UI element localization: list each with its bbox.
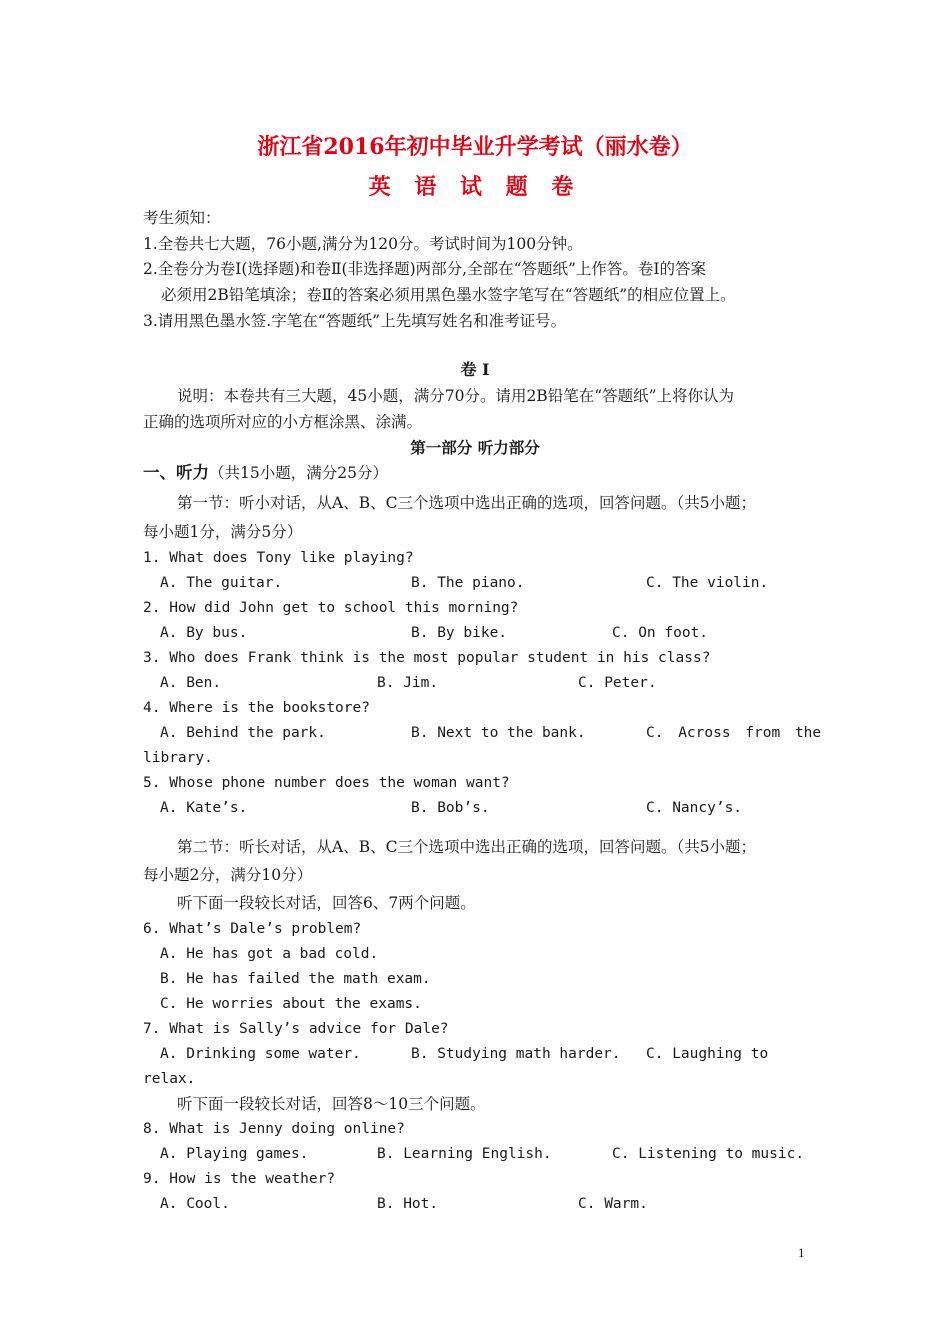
notice-item-2: 2.全卷分为卷Ⅰ(选择题)和卷Ⅱ(非选择题)两部分,全部在“答题纸”上作答。卷Ⅰ的答案 [143,260,707,278]
question-9: 9. How is the weather? [143,1171,336,1187]
q3-option-b: B. Jim. [377,675,439,691]
volume-heading: 卷 Ⅰ [460,360,490,379]
q8-option-b: B. Learning English. [377,1146,552,1162]
part-heading: 第一部分 听力部分 [410,438,540,457]
intro-q6-7: 听下面一段较长对话，回答6、7两个问题。 [177,894,476,912]
question-6: 6. What’s Dale’s problem? [143,921,362,937]
question-2: 2. How did John get to school this morning? [143,600,519,616]
subsection2-line1: 第二节：听长对话，从A、B、C三个选项中选出正确的选项，回答问题。（共5小题； [177,838,757,856]
section-heading-note: （共15小题，满分25分） [209,464,388,482]
q7-option-a: A. Drinking some water. [160,1046,361,1062]
q7-option-c: C. Laughing to [646,1046,769,1062]
q7-option-c-cont: relax. [143,1071,196,1087]
q6-option-a: A. He has got a bad cold. [160,946,379,962]
q4-option-c-cont: library. [143,750,213,766]
notice-heading: 考生须知： [143,209,221,227]
q1-option-b: B. The piano. [411,575,525,591]
q2-option-b: B. By bike. [411,625,508,641]
q2-option-a: A. By bus. [160,625,248,641]
q9-option-c: C. Warm. [578,1196,648,1212]
q7-option-b: B. Studying math harder. [411,1046,621,1062]
q3-option-a: A. Ben. [160,675,222,691]
notice-item-1: 1.全卷共七大题，76小题,满分为120分。考试时间为100分钟。 [143,235,583,253]
q4-option-b: B. Next to the bank. [411,725,586,741]
q5-option-a: A. Kate’s. [160,800,248,816]
section-heading [143,462,388,484]
question-3: 3. Who does Frank think is the most popular student in his class? [143,650,711,666]
q5-option-c: C. Nancy’s. [646,800,743,816]
q9-option-a: A. Cool. [160,1196,230,1212]
question-4: 4. Where is the bookstore? [143,700,370,716]
subsection2-line2: 每小题2分，满分10分） [143,866,313,884]
exam-title: 浙江省2016年初中毕业升学考试（丽水卷） [257,134,693,160]
volume-desc-line1: 说明：本卷共有三大题，45小题，满分70分。请用2B铅笔在“答题纸”上将你认为 [177,387,735,405]
notice-item-2-cont: 必须用2B铅笔填涂；卷Ⅱ的答案必须用黑色墨水签字笔写在“答题纸”的相应位置上。 [161,286,736,304]
question-5: 5. Whose phone number does the woman want? [143,775,510,791]
question-8: 8. What is Jenny doing online? [143,1121,405,1137]
q1-option-c: C. The violin. [646,575,769,591]
q6-option-c: C. He worries about the exams. [160,996,422,1012]
question-7: 7. What is Sally’s advice for Dale? [143,1021,449,1037]
q1-option-a: A. The guitar. [160,575,283,591]
q3-option-c: C. Peter. [578,675,657,691]
q8-option-a: A. Playing games. [160,1146,309,1162]
q9-option-b: B. Hot. [377,1196,439,1212]
subsection1-line1: 第一节：听小对话，从A、B、C三个选项中选出正确的选项，回答问题。（共5小题； [177,494,757,512]
intro-q8-10: 听下面一段较长对话，回答8～10三个问题。 [177,1095,486,1113]
q4-option-a: A. Behind the park. [160,725,326,741]
page-number: 1 [798,1245,805,1260]
section-heading-title: 一、听力 [143,463,209,482]
q4-option-c: C. Across from the [646,725,822,741]
notice-item-3: 3.请用黑色墨水签.字笔在“答题纸”上先填写姓名和准考证号。 [143,312,567,330]
q5-option-b: B. Bob’s. [411,800,490,816]
subsection1-line2: 每小题1分，满分5分） [143,523,303,541]
volume-desc-line2: 正确的选项所对应的小方框涂黑、涂满。 [143,413,423,431]
exam-subtitle: 英 语 试 题 卷 [368,174,582,200]
question-1: 1. What does Tony like playing? [143,550,414,566]
q8-option-c: C. Listening to music. [612,1146,805,1162]
q6-option-b: B. He has failed the math exam. [160,971,431,987]
q2-option-c: C. On foot. [612,625,709,641]
